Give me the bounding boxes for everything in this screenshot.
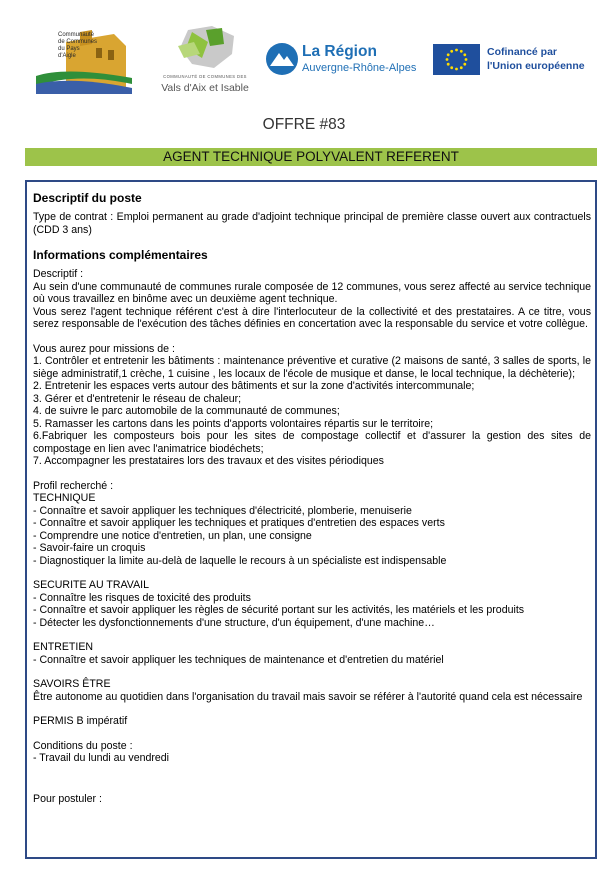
securite-item: - Détecter les dysfonctionnements d'une structure, d'un équipement, d'une machine… bbox=[33, 616, 435, 629]
technique-item: - Comprendre une notice d'entretien, un plan, une consigne bbox=[33, 529, 312, 542]
permis: PERMIS B impératif bbox=[33, 715, 128, 727]
info-paragraph-2: Vous serez l'agent technique référent c'est à dire l'interlocuteur de la collectivité et des prestataires. A ce titre, vous serez responsable de l'exécution des tâches définies en concertation avec la responsable du service et votre collègue. bbox=[33, 305, 591, 330]
logo-ccpa-text: Communauté de Communes du Pays d'Aigle bbox=[58, 32, 98, 59]
securite-item: - Connaître et savoir appliquer les règles de sécurité portant sur les activités, les matériels et les produits bbox=[33, 604, 525, 616]
logo-vals-name: Vals d'Aix et Isable bbox=[161, 82, 249, 94]
technique-item: - Savoir-faire un croquis bbox=[33, 542, 146, 554]
mission-item: 4. de suivre le parc automobile de la communauté de communes; bbox=[33, 405, 340, 417]
conditions-label: Conditions du poste : bbox=[33, 739, 133, 752]
info-heading: Informations complémentaires bbox=[33, 248, 208, 262]
region-subtitle: Auvergne-Rhône-Alpes bbox=[302, 62, 417, 74]
technique-label: TECHNIQUE bbox=[33, 492, 96, 504]
mission-item: 2. Entretenir les espaces verts autour des bâtiments et sur la zone d'activités intercommunale; bbox=[33, 380, 475, 392]
descriptif-label: Descriptif : bbox=[33, 268, 84, 280]
contract-type: Type de contrat : Emploi permanent au grade d'adjoint technique principal de première classe ouvert aux contractuels (CDD 3 ans) bbox=[33, 211, 591, 236]
job-title: AGENT TECHNIQUE POLYVALENT REFERENT bbox=[163, 149, 459, 164]
info-paragraph-1: Au sein d'une communauté de communes rurale composée de 12 communes, vous serez affecté au service technique où vous travaillez en binôme avec un deuxième agent technique. bbox=[33, 280, 591, 305]
postuler-label: Pour postuler : bbox=[33, 792, 102, 805]
region-mountain-icon bbox=[265, 42, 299, 76]
logo-union-europeenne bbox=[433, 44, 593, 76]
profil-label: Profil recherché : bbox=[33, 479, 114, 492]
technique-item: - Connaître et savoir appliquer les techniques d'électricité, plomberie, menuiserie bbox=[33, 504, 412, 517]
technique-item: - Diagnostiquer la limite au-delà de laquelle le recours à un spécialiste est indispensable bbox=[33, 554, 447, 567]
missions-label: Vous aurez pour missions de : bbox=[33, 342, 175, 355]
mission-item: 7. Accompagner les prestataires lors des travaux et des visites périodiques bbox=[33, 455, 384, 467]
descriptif-heading: Descriptif du poste bbox=[33, 191, 142, 205]
eu-text-line1: Cofinancé par bbox=[487, 46, 558, 58]
savoirs-text: Être autonome au quotidien dans l'organisation du travail mais savoir se référer à l'autorité quand cela est nécessaire bbox=[33, 690, 583, 703]
securite-label: SECURITE AU TRAVAIL bbox=[33, 579, 149, 591]
securite-item: - Connaître les risques de toxicité des produits bbox=[33, 591, 251, 604]
mission-item: 6.Fabriquer les composteurs bois pour les sites de compostage collectif et d'assurer la gestion des sites de compostage en lien avec l'animatrice biodéchets; bbox=[33, 430, 591, 455]
map-shape-icon bbox=[150, 24, 260, 74]
logo-row bbox=[0, 0, 608, 110]
logo-region-aura bbox=[265, 42, 430, 78]
conditions-item: - Travail du lundi au vendredi bbox=[33, 752, 170, 764]
offer-number: OFFRE #83 bbox=[262, 116, 346, 133]
mission-item: 3. Gérer et d'entretenir le réseau de chaleur; bbox=[33, 392, 242, 405]
eu-stars-icon bbox=[433, 44, 480, 75]
eu-text-line2: l'Union européenne bbox=[487, 60, 585, 72]
content-inner bbox=[33, 191, 591, 805]
job-title-bar bbox=[25, 148, 597, 166]
entretien-label: ENTRETIEN bbox=[33, 641, 94, 653]
technique-item: - Connaître et savoir appliquer les techniques et pratiques d'entretien des espaces verts bbox=[33, 517, 445, 529]
eu-flag-icon bbox=[433, 44, 480, 75]
logo-vals-aix-isable bbox=[150, 24, 260, 98]
content-box bbox=[25, 180, 597, 859]
region-title: La Région bbox=[302, 43, 377, 60]
eu-text bbox=[487, 45, 585, 73]
logo-vals-caption: COMMUNAUTÉ DE COMMUNES DES bbox=[163, 74, 247, 79]
entretien-item: - Connaître et savoir appliquer les techniques de maintenance et d'entretien du matériel bbox=[33, 653, 444, 666]
mission-item: 1. Contrôler et entretenir les bâtiments : maintenance préventive et curative (2 maisons de santé, 3 salles de sports, le siège administratif,1 crèche, 1 cuisine , les locaux de l'école de musique et danse, le local technique, la déchèterie); bbox=[33, 355, 591, 380]
mission-item: 5. Ramasser les cartons dans les points d'apports volontaires répartis sur le territoire; bbox=[33, 417, 434, 430]
logo-pays-aigle bbox=[36, 28, 132, 94]
savoirs-label: SAVOIRS ÊTRE bbox=[33, 678, 111, 690]
